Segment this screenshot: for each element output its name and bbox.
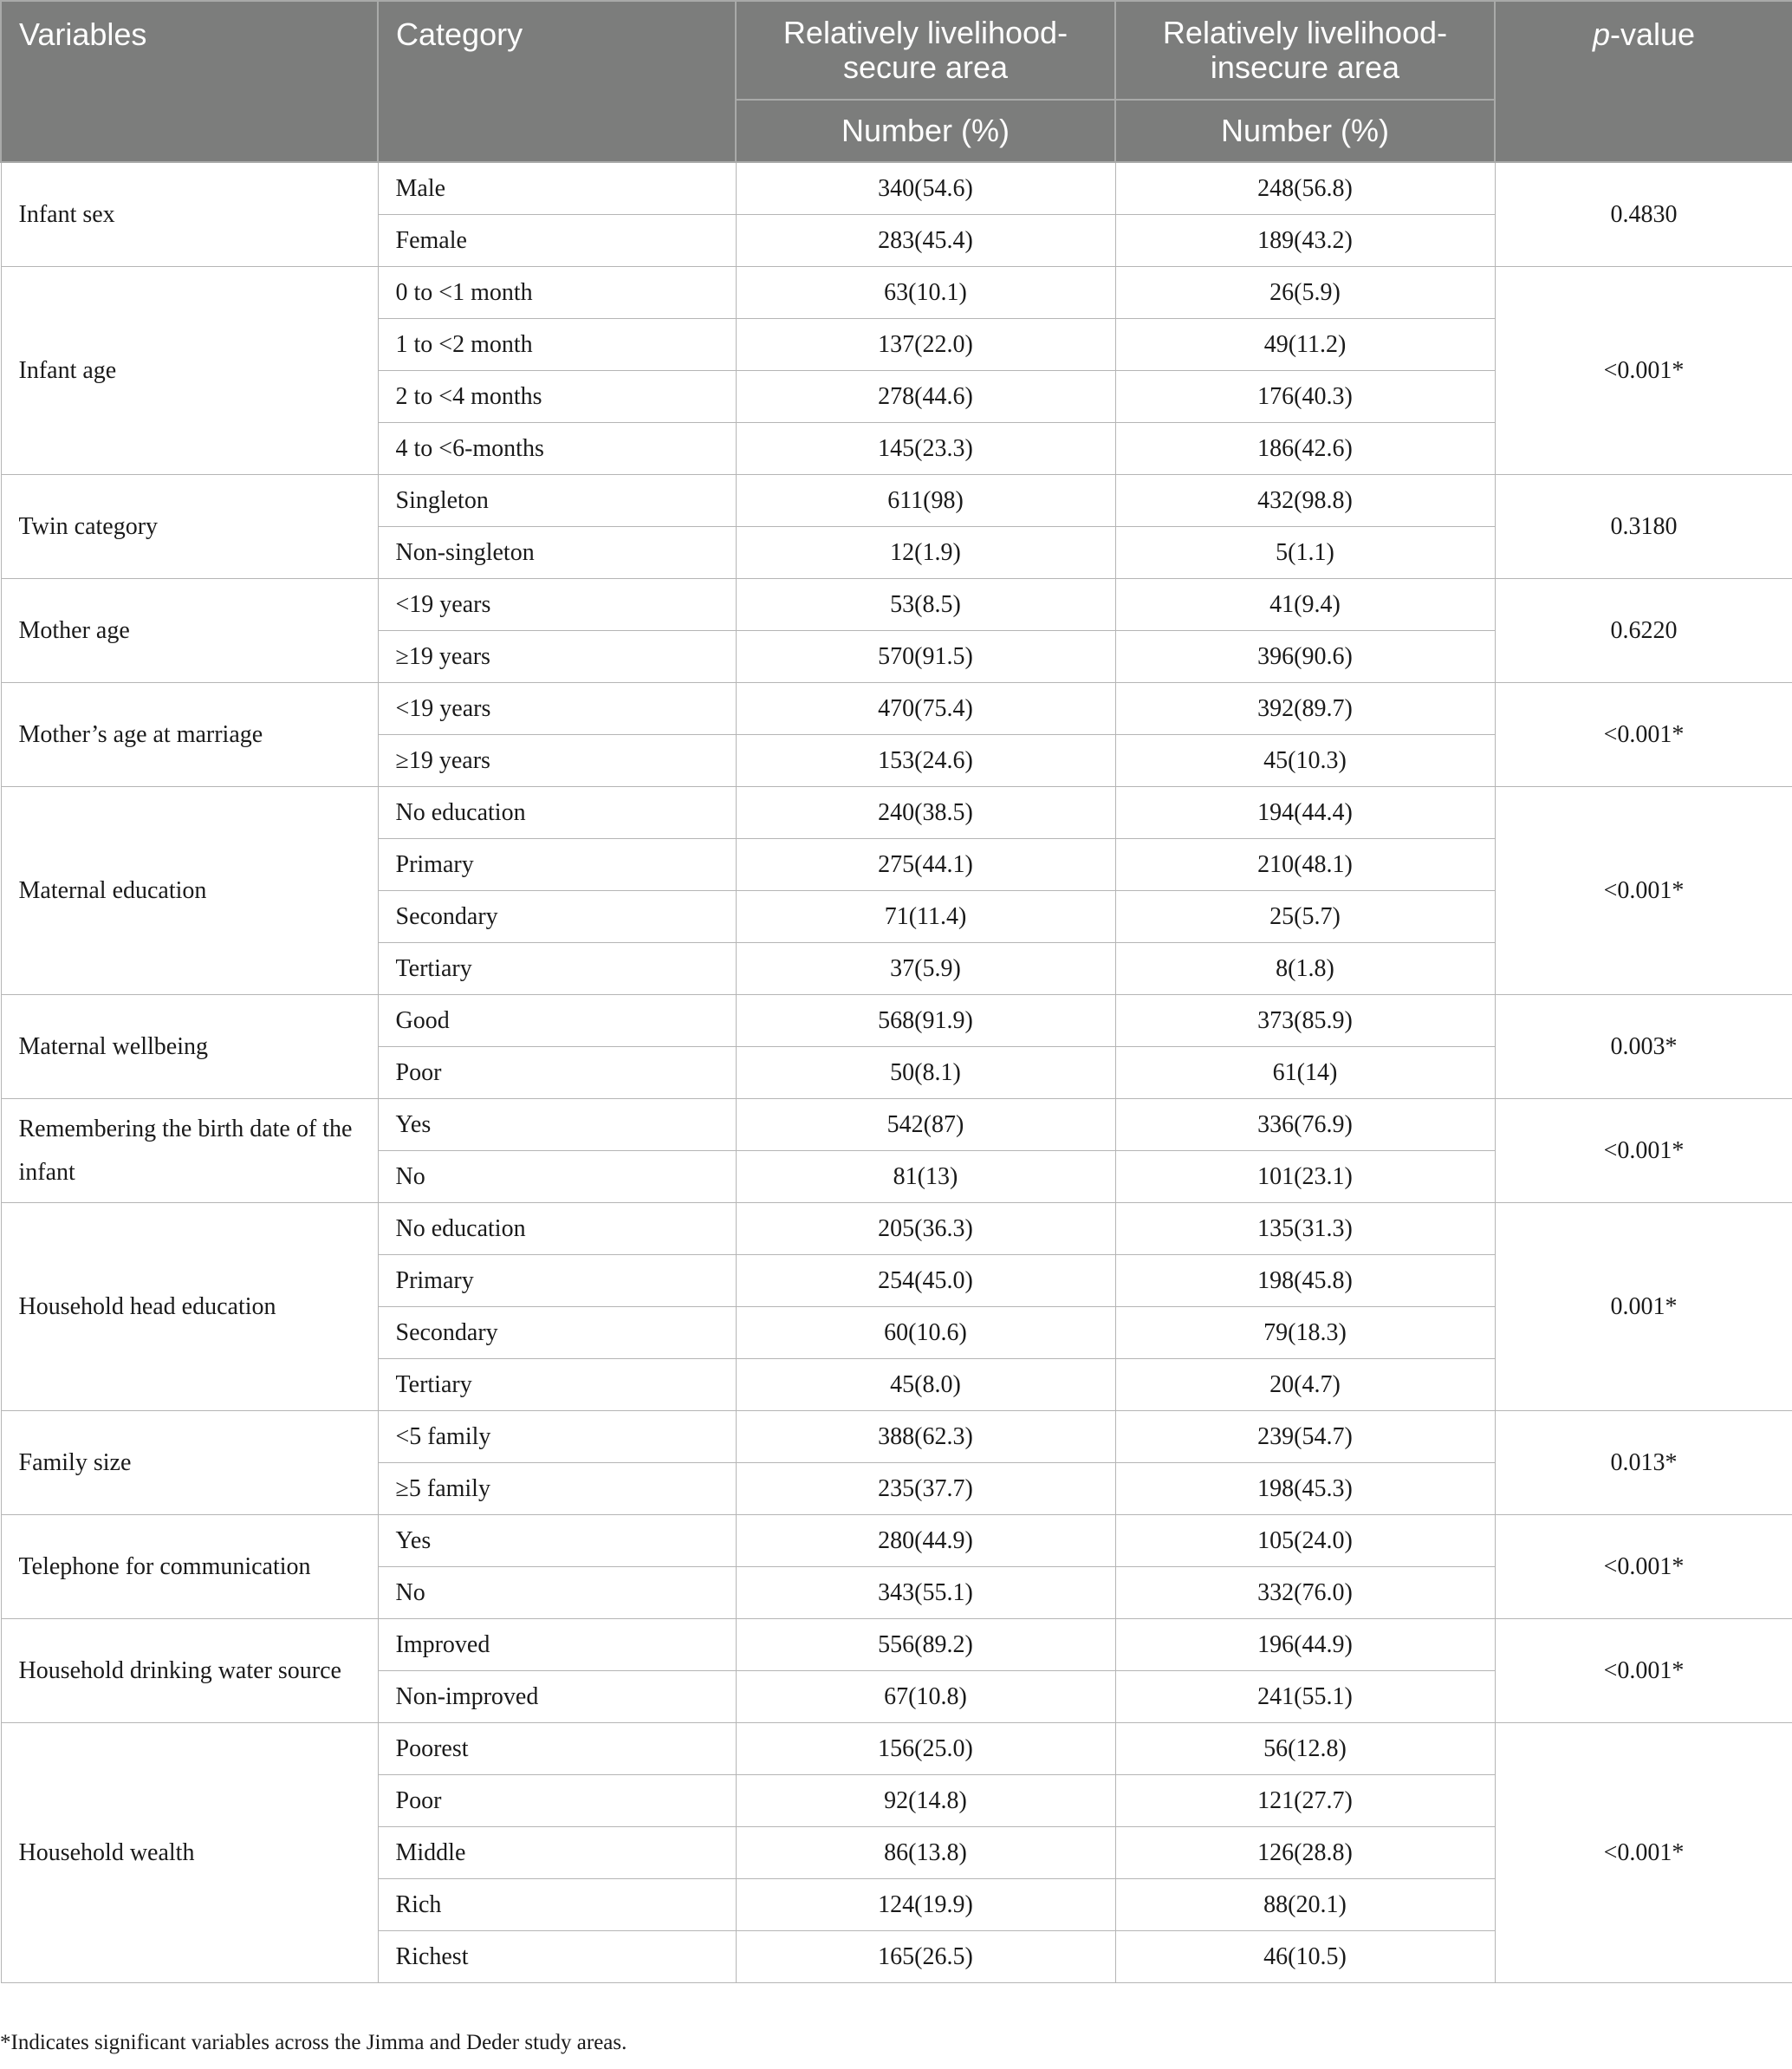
secure-number-cell: 153(24.6) — [736, 735, 1115, 787]
category-cell: ≥5 family — [378, 1463, 736, 1515]
insecure-number-cell: 105(24.0) — [1115, 1515, 1495, 1567]
table-row — [1, 162, 1792, 215]
secure-number-cell: 50(8.1) — [736, 1047, 1115, 1099]
p-value-cell: 0.4830 — [1495, 162, 1792, 267]
p-value-cell: 0.6220 — [1495, 579, 1792, 683]
insecure-number-cell: 101(23.1) — [1115, 1151, 1495, 1203]
p-value-cell: <0.001* — [1495, 1515, 1792, 1619]
insecure-number-cell: 121(27.7) — [1115, 1775, 1495, 1827]
variable-cell: Infant age — [1, 267, 378, 475]
table-row — [1, 579, 1792, 631]
secure-number-cell: 278(44.6) — [736, 371, 1115, 423]
insecure-number-cell: 189(43.2) — [1115, 215, 1495, 267]
table-row — [1, 1723, 1792, 1775]
table-row — [1, 787, 1792, 839]
category-cell: No education — [378, 787, 736, 839]
table-row — [1, 1099, 1792, 1151]
secure-number-cell: 37(5.9) — [736, 943, 1115, 995]
header-insecure-number: Number (%) — [1115, 100, 1495, 162]
secure-number-cell: 137(22.0) — [736, 319, 1115, 371]
insecure-number-cell: 396(90.6) — [1115, 631, 1495, 683]
p-value-cell: <0.001* — [1495, 1723, 1792, 1983]
insecure-number-cell: 126(28.8) — [1115, 1827, 1495, 1879]
category-cell: <19 years — [378, 683, 736, 735]
category-cell: Yes — [378, 1099, 736, 1151]
table-body — [1, 162, 1792, 1983]
secure-number-cell: 240(38.5) — [736, 787, 1115, 839]
insecure-number-cell: 135(31.3) — [1115, 1203, 1495, 1255]
insecure-number-cell: 248(56.8) — [1115, 162, 1495, 215]
category-cell: 1 to <2 month — [378, 319, 736, 371]
insecure-number-cell: 332(76.0) — [1115, 1567, 1495, 1619]
secure-number-cell: 254(45.0) — [736, 1255, 1115, 1307]
insecure-number-cell: 45(10.3) — [1115, 735, 1495, 787]
secure-number-cell: 92(14.8) — [736, 1775, 1115, 1827]
category-cell: Tertiary — [378, 1359, 736, 1411]
insecure-number-cell: 239(54.7) — [1115, 1411, 1495, 1463]
insecure-number-cell: 210(48.1) — [1115, 839, 1495, 891]
table-header — [1, 1, 1792, 162]
category-cell: <5 family — [378, 1411, 736, 1463]
category-cell: Primary — [378, 1255, 736, 1307]
category-cell: ≥19 years — [378, 631, 736, 683]
header-secure-number: Number (%) — [736, 100, 1115, 162]
table-row — [1, 1515, 1792, 1567]
category-cell: Middle — [378, 1827, 736, 1879]
insecure-number-cell: 88(20.1) — [1115, 1879, 1495, 1931]
category-cell: Tertiary — [378, 943, 736, 995]
insecure-number-cell: 336(76.9) — [1115, 1099, 1495, 1151]
category-cell: Good — [378, 995, 736, 1047]
secure-number-cell: 81(13) — [736, 1151, 1115, 1203]
variable-cell: Maternal wellbeing — [1, 995, 378, 1099]
insecure-number-cell: 49(11.2) — [1115, 319, 1495, 371]
category-cell: No — [378, 1151, 736, 1203]
insecure-number-cell: 432(98.8) — [1115, 475, 1495, 527]
category-cell: Rich — [378, 1879, 736, 1931]
category-cell: 0 to <1 month — [378, 267, 736, 319]
insecure-number-cell: 373(85.9) — [1115, 995, 1495, 1047]
secure-number-cell: 12(1.9) — [736, 527, 1115, 579]
secure-number-cell: 86(13.8) — [736, 1827, 1115, 1879]
category-cell: Richest — [378, 1931, 736, 1983]
insecure-number-cell: 241(55.1) — [1115, 1671, 1495, 1723]
p-value-cell: <0.001* — [1495, 787, 1792, 995]
secure-number-cell: 205(36.3) — [736, 1203, 1115, 1255]
secure-number-cell: 340(54.6) — [736, 162, 1115, 215]
variable-cell: Remembering the birth date of the infant — [1, 1099, 378, 1203]
insecure-number-cell: 20(4.7) — [1115, 1359, 1495, 1411]
secure-number-cell: 235(37.7) — [736, 1463, 1115, 1515]
insecure-number-cell: 41(9.4) — [1115, 579, 1495, 631]
variable-cell: Household drinking water source — [1, 1619, 378, 1723]
header-p-letter: p — [1592, 16, 1610, 52]
insecure-number-cell: 79(18.3) — [1115, 1307, 1495, 1359]
header-variables: Variables — [1, 1, 378, 162]
variable-cell: Household head education — [1, 1203, 378, 1411]
insecure-number-cell: 392(89.7) — [1115, 683, 1495, 735]
secure-number-cell: 611(98) — [736, 475, 1115, 527]
insecure-number-cell: 176(40.3) — [1115, 371, 1495, 423]
variable-cell: Twin category — [1, 475, 378, 579]
header-category: Category — [378, 1, 736, 162]
category-cell: Singleton — [378, 475, 736, 527]
table-row — [1, 1619, 1792, 1671]
table-row — [1, 267, 1792, 319]
secure-number-cell: 145(23.3) — [736, 423, 1115, 475]
variable-cell: Telephone for communication — [1, 1515, 378, 1619]
category-cell: Improved — [378, 1619, 736, 1671]
insecure-number-cell: 25(5.7) — [1115, 891, 1495, 943]
table-row — [1, 475, 1792, 527]
insecure-number-cell: 8(1.8) — [1115, 943, 1495, 995]
category-cell: Secondary — [378, 1307, 736, 1359]
category-cell: No — [378, 1567, 736, 1619]
secure-number-cell: 71(11.4) — [736, 891, 1115, 943]
secure-number-cell: 568(91.9) — [736, 995, 1115, 1047]
secure-number-cell: 67(10.8) — [736, 1671, 1115, 1723]
insecure-number-cell: 186(42.6) — [1115, 423, 1495, 475]
header-p-value — [1495, 1, 1792, 162]
p-value-cell: <0.001* — [1495, 683, 1792, 787]
secure-number-cell: 570(91.5) — [736, 631, 1115, 683]
table-row — [1, 995, 1792, 1047]
insecure-number-cell: 61(14) — [1115, 1047, 1495, 1099]
secure-number-cell: 343(55.1) — [736, 1567, 1115, 1619]
header-p-suffix: -value — [1609, 16, 1696, 52]
secure-number-cell: 156(25.0) — [736, 1723, 1115, 1775]
insecure-number-cell: 5(1.1) — [1115, 527, 1495, 579]
secure-number-cell: 275(44.1) — [736, 839, 1115, 891]
category-cell: Non-improved — [378, 1671, 736, 1723]
header-secure-area: Relatively livelihood-secure area — [736, 1, 1115, 100]
p-value-cell: <0.001* — [1495, 1619, 1792, 1723]
p-value-cell: 0.001* — [1495, 1203, 1792, 1411]
p-value-cell: 0.013* — [1495, 1411, 1792, 1515]
variable-cell: Infant sex — [1, 162, 378, 267]
secure-number-cell: 60(10.6) — [736, 1307, 1115, 1359]
insecure-number-cell: 56(12.8) — [1115, 1723, 1495, 1775]
secure-number-cell: 63(10.1) — [736, 267, 1115, 319]
variable-cell: Household wealth — [1, 1723, 378, 1983]
secure-number-cell: 280(44.9) — [736, 1515, 1115, 1567]
secure-number-cell: 542(87) — [736, 1099, 1115, 1151]
category-cell: Non-singleton — [378, 527, 736, 579]
insecure-number-cell: 198(45.8) — [1115, 1255, 1495, 1307]
insecure-number-cell: 198(45.3) — [1115, 1463, 1495, 1515]
insecure-number-cell: 196(44.9) — [1115, 1619, 1495, 1671]
category-cell: Yes — [378, 1515, 736, 1567]
secure-number-cell: 45(8.0) — [736, 1359, 1115, 1411]
p-value-cell: <0.001* — [1495, 267, 1792, 475]
category-cell: Secondary — [378, 891, 736, 943]
category-cell: 4 to <6-months — [378, 423, 736, 475]
table-row — [1, 683, 1792, 735]
category-cell: Poorest — [378, 1723, 736, 1775]
p-value-cell: 0.3180 — [1495, 475, 1792, 579]
category-cell: Poor — [378, 1047, 736, 1099]
secure-number-cell: 470(75.4) — [736, 683, 1115, 735]
category-cell: Male — [378, 162, 736, 215]
header-insecure-area: Relatively livelihood-insecure area — [1115, 1, 1495, 100]
p-value-cell: 0.003* — [1495, 995, 1792, 1099]
secure-number-cell: 165(26.5) — [736, 1931, 1115, 1983]
secure-number-cell: 388(62.3) — [736, 1411, 1115, 1463]
insecure-number-cell: 46(10.5) — [1115, 1931, 1495, 1983]
variable-cell: Mother age — [1, 579, 378, 683]
table-row — [1, 1411, 1792, 1463]
variable-cell: Mother’s age at marriage — [1, 683, 378, 787]
secure-number-cell: 124(19.9) — [736, 1879, 1115, 1931]
table-row — [1, 1203, 1792, 1255]
variable-cell: Family size — [1, 1411, 378, 1515]
insecure-number-cell: 26(5.9) — [1115, 267, 1495, 319]
category-cell: ≥19 years — [378, 735, 736, 787]
p-value-cell: <0.001* — [1495, 1099, 1792, 1203]
category-cell: No education — [378, 1203, 736, 1255]
category-cell: Primary — [378, 839, 736, 891]
category-cell: Female — [378, 215, 736, 267]
category-cell: Poor — [378, 1775, 736, 1827]
category-cell: 2 to <4 months — [378, 371, 736, 423]
secure-number-cell: 556(89.2) — [736, 1619, 1115, 1671]
secure-number-cell: 283(45.4) — [736, 215, 1115, 267]
insecure-number-cell: 194(44.4) — [1115, 787, 1495, 839]
category-cell: <19 years — [378, 579, 736, 631]
table-footnote: *Indicates significant variables across the Jimma and Deder study areas. — [0, 2031, 627, 2054]
secure-number-cell: 53(8.5) — [736, 579, 1115, 631]
variable-cell: Maternal education — [1, 787, 378, 995]
